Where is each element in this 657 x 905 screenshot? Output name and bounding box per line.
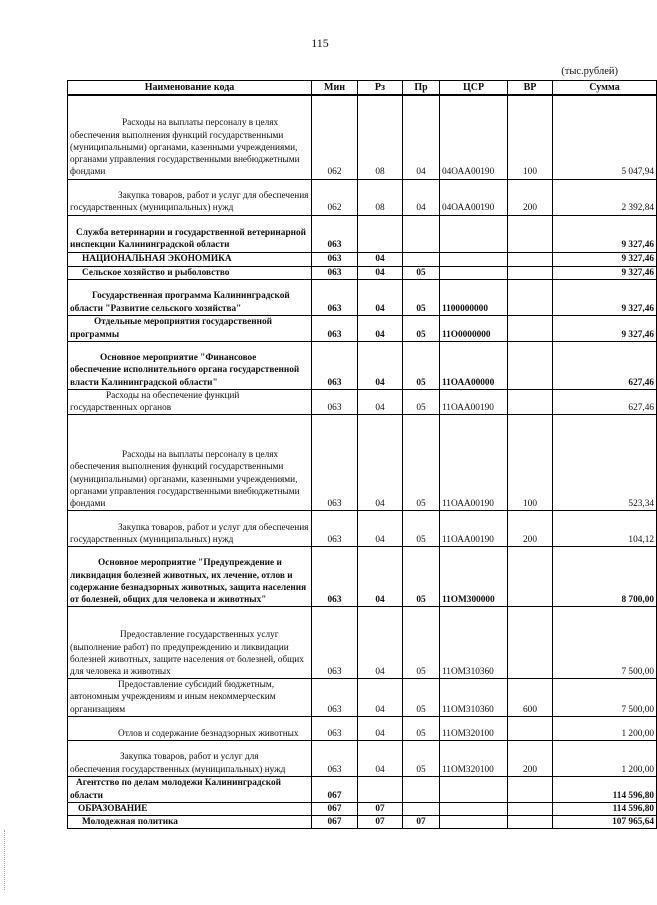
row-rz: 04	[358, 511, 403, 547]
row-csr: 1100000000	[440, 279, 508, 315]
row-min: 063	[312, 341, 358, 389]
row-vr: 200	[508, 179, 553, 215]
row-sum: 1 200,00	[553, 716, 657, 740]
table-row	[68, 415, 657, 511]
row-csr: 11ОМ310360	[440, 679, 508, 717]
row-min: 062	[312, 95, 358, 179]
row-sum: 114 596,80	[553, 776, 657, 802]
row-name: Закупка товаров, работ и услуг для обеспечения государственных (муниципальных) нужд	[68, 511, 312, 547]
row-name: Расходы на выплаты персоналу в целях обеспечения выполнения функций государственными (муниципальными) органами, казенными учреждениями, органами управления государственными внебюджетными фондами	[68, 95, 312, 179]
row-rz: 04	[358, 716, 403, 740]
row-sum: 627,46	[553, 389, 657, 414]
row-min: 063	[312, 740, 358, 776]
row-sum: 104,12	[553, 511, 657, 547]
row-vr	[508, 315, 553, 341]
row-csr: 04ОАА00190	[440, 179, 508, 215]
row-pr: 07	[403, 815, 440, 828]
row-csr	[440, 252, 508, 266]
table-row	[68, 341, 657, 389]
row-csr	[440, 776, 508, 802]
row-rz: 04	[358, 740, 403, 776]
table-row	[68, 776, 657, 802]
row-min: 062	[312, 179, 358, 215]
row-min: 063	[312, 679, 358, 717]
row-pr	[403, 776, 440, 802]
row-pr: 04	[403, 179, 440, 215]
row-vr	[508, 215, 553, 252]
row-sum: 8 700,00	[553, 547, 657, 607]
row-name: Отлов и содержание безнадзорных животных	[68, 716, 312, 740]
row-csr: 11ОМ320100	[440, 716, 508, 740]
row-min: 063	[312, 252, 358, 266]
row-vr	[508, 776, 553, 802]
table-header-row	[68, 81, 657, 96]
row-vr	[508, 341, 553, 389]
header-csr: ЦСР	[440, 81, 508, 96]
header-min: Мин	[312, 81, 358, 96]
row-csr: 11О0000000	[440, 315, 508, 341]
row-pr: 04	[403, 95, 440, 179]
row-csr: 11ОАА00190	[440, 389, 508, 414]
table-row	[68, 815, 657, 828]
table-row	[68, 179, 657, 215]
row-pr: 05	[403, 341, 440, 389]
header-rz: Рз	[358, 81, 403, 96]
row-rz: 08	[358, 179, 403, 215]
row-pr: 05	[403, 389, 440, 414]
row-vr: 100	[508, 415, 553, 511]
row-name: Отдельные мероприятия государственной программы	[68, 315, 312, 341]
row-rz: 04	[358, 415, 403, 511]
row-min: 067	[312, 815, 358, 828]
row-vr	[508, 547, 553, 607]
row-pr: 05	[403, 415, 440, 511]
table-row	[68, 679, 657, 717]
row-pr: 05	[403, 679, 440, 717]
table-row	[68, 716, 657, 740]
budget-table	[67, 80, 657, 829]
row-min: 063	[312, 315, 358, 341]
row-pr	[403, 802, 440, 815]
row-vr	[508, 266, 553, 279]
row-name: Государственная программа Калининградской области "Развитие сельского хозяйства"	[68, 279, 312, 315]
row-sum: 9 327,46	[553, 279, 657, 315]
row-pr: 05	[403, 266, 440, 279]
row-vr	[508, 716, 553, 740]
row-vr: 200	[508, 740, 553, 776]
row-rz: 04	[358, 389, 403, 414]
row-name: Основное мероприятие "Предупреждение и ликвидация болезней животных, их лечение, отлов и содержание безнадзорных животных, защита населения от болезней, общих для человека и животных"	[68, 547, 312, 607]
row-min: 063	[312, 389, 358, 414]
row-rz: 04	[358, 607, 403, 679]
row-sum: 1 200,00	[553, 740, 657, 776]
row-min: 063	[312, 547, 358, 607]
row-sum: 107 965,64	[553, 815, 657, 828]
row-sum: 9 327,46	[553, 215, 657, 252]
row-sum: 5 047,94	[553, 95, 657, 179]
row-pr: 05	[403, 279, 440, 315]
row-csr	[440, 266, 508, 279]
row-csr: 04ОАА00190	[440, 95, 508, 179]
row-min: 067	[312, 776, 358, 802]
row-name: Закупка товаров, работ и услуг для обеспечения государственных (муниципальных) нужд	[68, 740, 312, 776]
row-csr	[440, 815, 508, 828]
row-csr: 11ОМ300000	[440, 547, 508, 607]
row-min: 063	[312, 279, 358, 315]
row-rz: 04	[358, 679, 403, 717]
row-vr: 200	[508, 511, 553, 547]
row-rz: 04	[358, 266, 403, 279]
row-pr: 05	[403, 315, 440, 341]
row-sum: 2 392,84	[553, 179, 657, 215]
header-pr: Пр	[403, 81, 440, 96]
table-row	[68, 802, 657, 815]
row-sum: 114 596,80	[553, 802, 657, 815]
row-name: Расходы на выплаты персоналу в целях обеспечения выполнения функций государственными (муниципальными) органами, казенными учреждениями, органами управления государственными внебюджетными фондами	[68, 415, 312, 511]
row-min: 063	[312, 215, 358, 252]
table-row	[68, 607, 657, 679]
row-name: Предоставление государственных услуг (выполнение работ) по предупреждению и ликвидации болезней животных, защите населения от болезней, общих для человека и животных	[68, 607, 312, 679]
row-name: Служба ветеринарии и государственной ветеринарной инспекции Калининградской области	[68, 215, 312, 252]
row-name: Основное мероприятие "Финансовое обеспечение исполнительного органа государственной власти Калининградской области"	[68, 341, 312, 389]
row-name: НАЦИОНАЛЬНАЯ ЭКОНОМИКА	[68, 252, 312, 266]
row-vr	[508, 252, 553, 266]
row-vr: 600	[508, 679, 553, 717]
row-name: ОБРАЗОВАНИЕ	[68, 802, 312, 815]
row-sum: 9 327,46	[553, 252, 657, 266]
row-name: Расходы на обеспечение функций государственных органов	[68, 389, 312, 414]
row-sum: 523,34	[553, 415, 657, 511]
row-pr	[403, 215, 440, 252]
row-rz: 04	[358, 315, 403, 341]
row-csr: 11ОМ320100	[440, 740, 508, 776]
row-vr	[508, 815, 553, 828]
row-rz	[358, 215, 403, 252]
page-number: 115	[311, 36, 329, 50]
row-vr	[508, 607, 553, 679]
row-rz: 04	[358, 547, 403, 607]
row-rz: 04	[358, 279, 403, 315]
row-csr: 11ОАА00190	[440, 415, 508, 511]
table-row	[68, 215, 657, 252]
row-rz: 04	[358, 341, 403, 389]
row-sum: 9 327,46	[553, 266, 657, 279]
row-min: 063	[312, 266, 358, 279]
row-vr	[508, 279, 553, 315]
row-name: Сельское хозяйство и рыболовство	[68, 266, 312, 279]
header-sum: Сумма	[553, 81, 657, 96]
row-name: Предоставление субсидий бюджетным, автономным учреждениям и иным некоммерческим организациям	[68, 679, 312, 717]
row-min: 063	[312, 716, 358, 740]
row-vr: 100	[508, 95, 553, 179]
row-sum: 627,46	[553, 341, 657, 389]
row-name: Закупка товаров, работ и услуг для обеспечения государственных (муниципальных) нужд	[68, 179, 312, 215]
table-row	[68, 266, 657, 279]
row-csr	[440, 802, 508, 815]
header-name: Наименование кода	[68, 81, 312, 96]
table-row	[68, 279, 657, 315]
row-csr: 11ОМ310360	[440, 607, 508, 679]
row-rz: 04	[358, 252, 403, 266]
row-rz: 07	[358, 815, 403, 828]
header-vr: ВР	[508, 81, 553, 96]
row-pr: 05	[403, 740, 440, 776]
table-row	[68, 511, 657, 547]
table-row	[68, 252, 657, 266]
table-body	[68, 95, 657, 829]
row-csr: 11ОАА00000	[440, 341, 508, 389]
row-sum: 7 500,00	[553, 679, 657, 717]
row-csr: 11ОАА00190	[440, 511, 508, 547]
row-name: Молодежная политика	[68, 815, 312, 828]
row-min: 067	[312, 802, 358, 815]
row-csr	[440, 215, 508, 252]
row-vr	[508, 802, 553, 815]
row-pr: 05	[403, 511, 440, 547]
row-min: 063	[312, 511, 358, 547]
row-rz: 07	[358, 802, 403, 815]
row-pr	[403, 252, 440, 266]
row-pr: 05	[403, 607, 440, 679]
row-pr: 05	[403, 547, 440, 607]
table-row	[68, 95, 657, 179]
row-rz: 08	[358, 95, 403, 179]
row-sum: 9 327,46	[553, 315, 657, 341]
table-row	[68, 315, 657, 341]
units-label: (тыс.рублей)	[561, 66, 618, 77]
row-min: 063	[312, 415, 358, 511]
table-row	[68, 547, 657, 607]
row-rz	[358, 776, 403, 802]
row-name: Агентство по делам молодежи Калининградской области	[68, 776, 312, 802]
row-vr	[508, 389, 553, 414]
row-pr: 05	[403, 716, 440, 740]
row-sum: 7 500,00	[553, 607, 657, 679]
row-min: 063	[312, 607, 358, 679]
margin-marks	[4, 830, 7, 890]
table-row	[68, 740, 657, 776]
table-row	[68, 389, 657, 414]
